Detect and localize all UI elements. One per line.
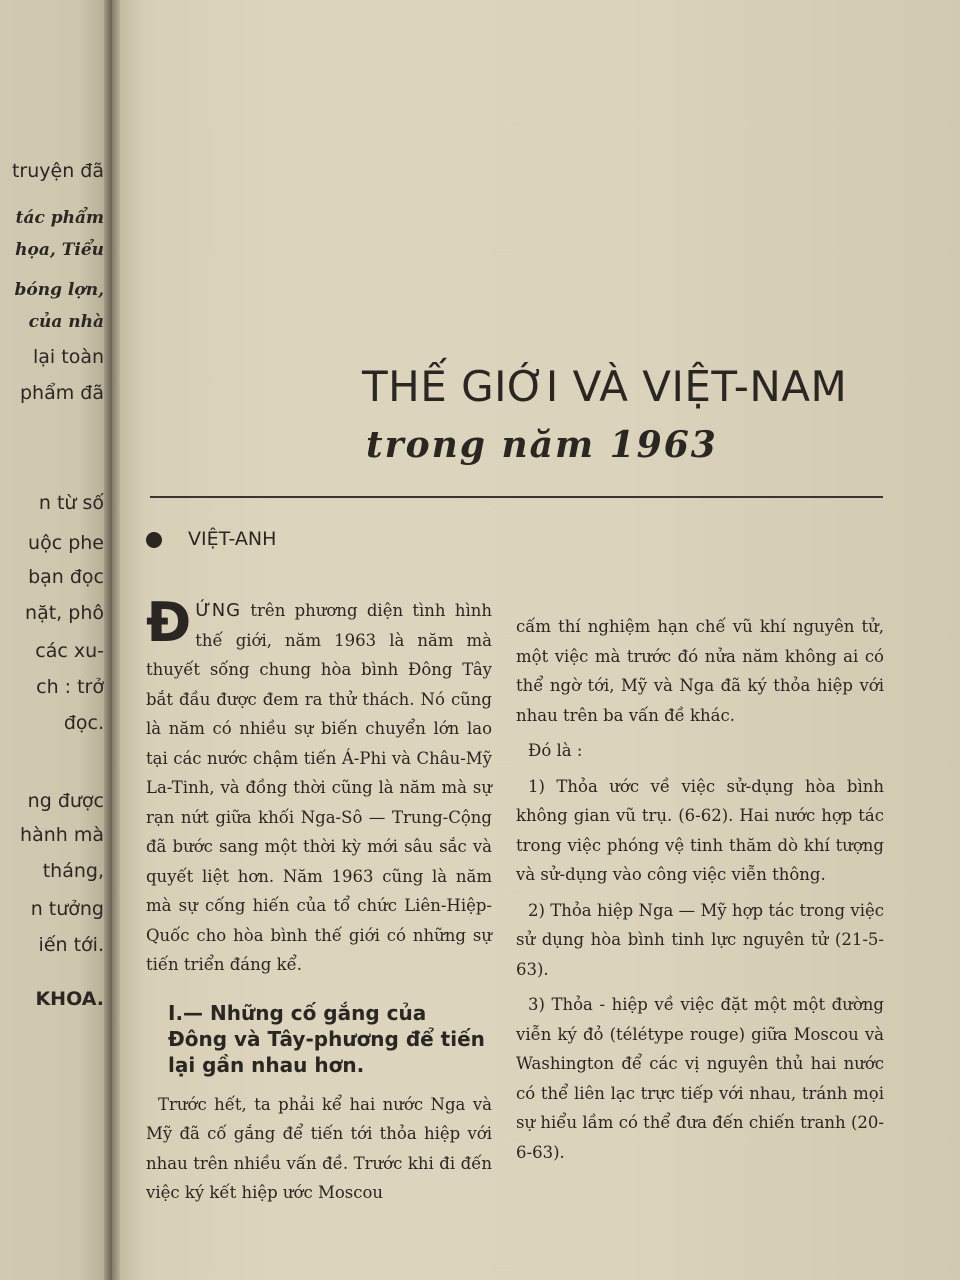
author-name: VIỆT-ANH [188, 528, 277, 550]
left-page-line: bạn đọc [28, 566, 104, 588]
left-page-line: ng được [27, 790, 104, 812]
lead-word: ỨNG [195, 600, 242, 621]
left-page-line: phẩm đã [20, 382, 104, 404]
intro-text: trên phương diện tình hình thế giới, năm 1963 là năm mà thuyết sống chung hòa bình Đông Tây bắt đầu được đem ra thử thách. Nó cũng là năm có nhiều sự biến chuyển lớn lao tại các nước chậm tiến Á-Phi và Châu-Mỹ La-Tinh, và đồng thời cũng là năm mà sự rạn nứt giữa khối Nga-Sô — Trung-Cộng đã bước sang một thời kỳ mới sâu sắc và quyết liệt hơn. Năm 1963 cũng là năm mà sự cống hiến của tổ chức Liên-Hiệp-Quốc cho hòa bình thế giới có những sự tiến triển đáng kể. [146, 601, 492, 974]
left-page-line: lại toàn [33, 346, 104, 368]
column-left [146, 591, 492, 1208]
section-paragraph: Trước hết, ta phải kể hai nước Nga và Mỹ đã cố gắng để tiến tới thỏa hiệp với nhau trên nhiều vấn đề. Trước khi đi đến việc ký kết hiệp ước Moscou [146, 1094, 492, 1202]
bullet-icon [146, 532, 162, 548]
intro-paragraph [146, 591, 492, 980]
left-page-line: tháng, [42, 860, 104, 882]
left-page-line: bóng lợn, [14, 280, 104, 300]
left-page-line: nặt, phô [25, 602, 104, 624]
list-lead: Đó là : [528, 741, 583, 760]
column-right [516, 612, 884, 1167]
left-page-line: tác phẩm [15, 208, 104, 228]
left-page-line: n tưởng [30, 898, 104, 920]
drop-cap: Đ [146, 591, 192, 654]
list-item: 1) Thỏa ước về việc sử-dụng hòa bình không gian vũ trụ. (6-62). Hai nước hợp tác trong việc phóng vệ tinh thăm dò khí tượng và sử-dụng vào công việc viễn thông. [516, 776, 884, 884]
list-item: 2) Thỏa hiệp Nga — Mỹ hợp tác trong việc sử dụng hòa bình tinh lực nguyên tử (21-5-63). [516, 900, 884, 979]
article-title: THẾ GIỚI VÀ VIỆT-NAM [362, 362, 848, 411]
left-page-line: KHOA. [35, 988, 104, 1010]
left-page-line: họa, Tiểu [15, 240, 104, 260]
section-heading: I.— Những cố gắng của Đông và Tây-phương để tiến lại gần nhau hơn. [168, 1000, 485, 1077]
continued-paragraph: cấm thí nghiệm hạn chế vũ khí nguyên tử, một việc mà trước đó nửa năm không ai có thể ngờ tới, Mỹ và Nga đã ký thỏa hiệp với nhau trên ba vấn đề khác. [516, 617, 884, 725]
left-page-line: hành mà [20, 824, 104, 846]
left-page-line: iến tới. [38, 934, 104, 956]
book-gutter [104, 0, 120, 1280]
title-rule [150, 496, 883, 498]
left-page-line: ch : trở [36, 676, 104, 698]
list-item: 3) Thỏa - hiệp về việc đặt một một đường viễn ký đỏ (télétype rouge) giữa Moscou và Washington để các vị nguyên thủ hai nước có thể liên lạc trực tiếp với nhau, tránh mọi sự hiểu lầm có thể đưa đến chiến tranh (20-6-63). [516, 995, 884, 1162]
article-subtitle: trong năm 1963 [366, 424, 718, 466]
left-page-line: n từ số [38, 492, 104, 514]
left-page-line: truyện đã [11, 160, 104, 182]
left-page-line: của nhà [28, 312, 104, 332]
left-page-line: uộc phe [28, 532, 104, 554]
left-page [0, 0, 112, 1280]
left-page-line: các xu- [35, 640, 104, 662]
left-page-line: đọc. [63, 712, 104, 734]
